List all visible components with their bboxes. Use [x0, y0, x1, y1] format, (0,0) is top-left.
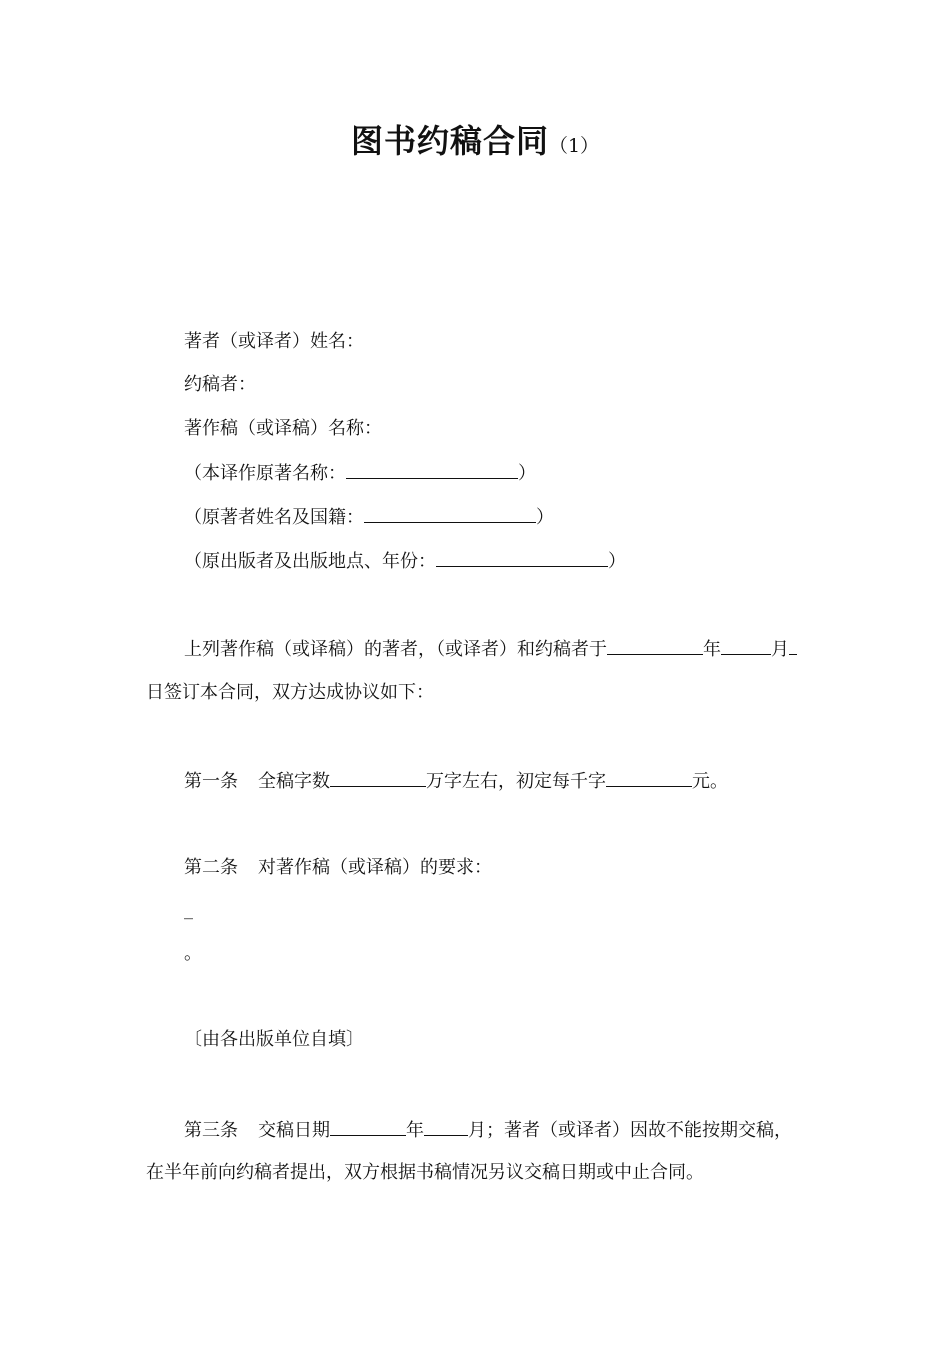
field-original-publisher: [184, 548, 626, 574]
blank-original-author[interactable]: [364, 504, 536, 523]
field-author-name: [184, 330, 364, 354]
article-2-underscore: _: [184, 899, 193, 920]
document-title: [0, 116, 950, 162]
intro-month: 月: [771, 639, 789, 660]
blank-delivery-month[interactable]: [424, 1117, 468, 1136]
blank-sign-day[interactable]: [789, 636, 797, 655]
blank-rate[interactable]: [606, 768, 692, 787]
article-3-text-2: 月；著者（或译者）因故不能按期交稿，: [468, 1120, 792, 1141]
close-paren: ）: [518, 463, 536, 484]
article-2-period-line: [184, 942, 202, 966]
close-paren: ）: [608, 551, 626, 572]
title-suffix: （1）: [548, 135, 600, 157]
article-1-text-3: 元。: [692, 771, 728, 792]
field-original-author-label: （原著者姓名及国籍：: [184, 507, 364, 528]
article-3-year: 年: [406, 1120, 424, 1141]
blank-word-count[interactable]: [330, 768, 426, 787]
blank-original-publisher[interactable]: [436, 548, 608, 567]
field-commissioner: [184, 373, 256, 397]
article-3: [184, 1117, 792, 1143]
intro-line-1: [184, 636, 797, 662]
article-2: [184, 856, 492, 880]
intro-line-2: [146, 681, 434, 705]
article-3-text-3: 在半年前向约稿者提出，双方根据书稿情况另议交稿日期或中止合同。: [146, 1162, 704, 1183]
article-2-label: 第二条: [184, 857, 238, 878]
field-work-name-label: 著作稿（或译稿）名称：: [184, 418, 382, 439]
blank-sign-month[interactable]: [721, 636, 771, 655]
field-original-publisher-label: （原出版者及出版地点、年份：: [184, 551, 436, 572]
article-1: [184, 768, 728, 794]
intro-year: 年: [703, 639, 721, 660]
article-1-text: 全稿字数: [258, 771, 330, 792]
blank-sign-year[interactable]: [607, 636, 703, 655]
intro-text-2: 日签订本合同，双方达成协议如下：: [146, 682, 434, 703]
field-work-name: [184, 417, 382, 441]
close-paren: ）: [536, 507, 554, 528]
blank-original-title[interactable]: [346, 460, 518, 479]
field-commissioner-label: 约稿者：: [184, 374, 256, 395]
article-1-label: 第一条: [184, 771, 238, 792]
field-original-author: [184, 504, 554, 530]
article-2-note: [184, 1028, 364, 1052]
field-author-name-label: 著者（或译者）姓名：: [184, 331, 364, 352]
intro-text: 上列著作稿（或译稿）的著者，（或译者）和约稿者于: [184, 639, 607, 660]
article-3-label: 第三条: [184, 1120, 238, 1141]
article-2-note-text: 〔由各出版单位自填〕: [184, 1029, 364, 1050]
article-1-text-2: 万字左右，初定每千字: [426, 771, 606, 792]
title-main: 图书约稿合同: [350, 122, 549, 160]
article-2-blank-line[interactable]: [184, 898, 193, 922]
article-3-text: 交稿日期: [258, 1120, 330, 1141]
article-2-text: 对著作稿（或译稿）的要求：: [258, 857, 492, 878]
field-original-title-label: （本译作原著名称：: [184, 463, 346, 484]
article-3-line-2: [146, 1161, 704, 1185]
article-2-period: 。: [184, 943, 202, 964]
field-original-title: [184, 460, 536, 486]
blank-delivery-year[interactable]: [330, 1117, 406, 1136]
